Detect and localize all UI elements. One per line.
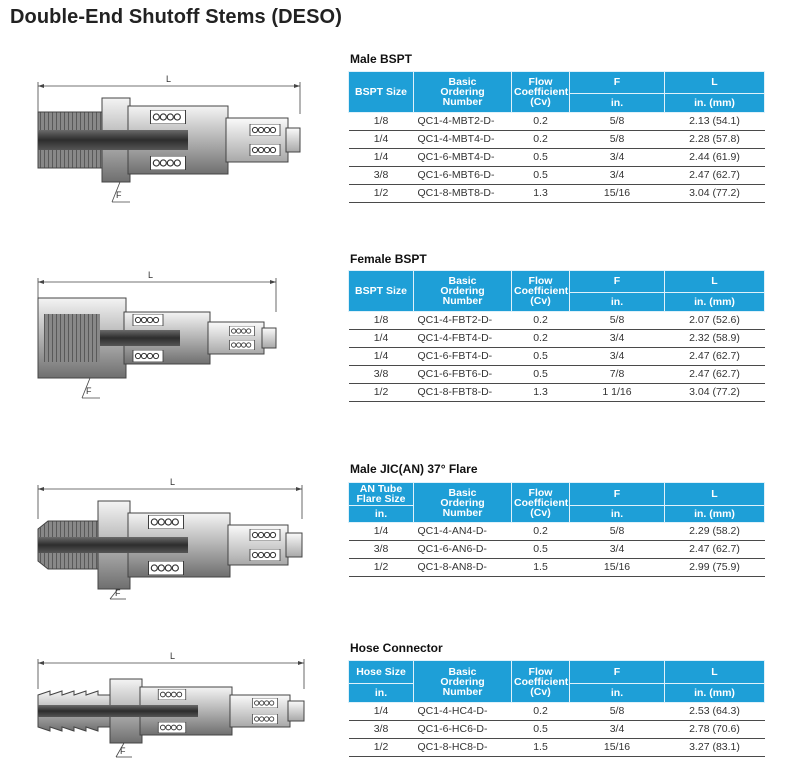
section-title: Male BSPT <box>350 52 413 66</box>
flat-label: F <box>116 190 122 200</box>
col-ordering-header: Basic Ordering Number <box>414 483 512 523</box>
col-l-unit: in. (mm) <box>665 506 765 523</box>
col-f-header: F <box>570 483 665 506</box>
table-row: 3/8 QC1-6-HC6-D- 0.5 3/4 2.78 (70.6) <box>349 721 765 739</box>
col-cv-header: Flow Coefficient (Cv) <box>512 483 570 523</box>
length-label: L <box>166 74 172 84</box>
col-f-header: F <box>570 661 665 684</box>
section-title: Hose Connector <box>350 641 443 655</box>
col-cv-header: Flow Coefficient (Cv) <box>512 72 570 113</box>
section-title: Male JIC(AN) 37° Flare <box>350 462 478 476</box>
length-label: L <box>170 651 176 661</box>
flat-label: F <box>120 746 126 756</box>
col-ordering-header: Basic Ordering Number <box>414 72 512 113</box>
col-l-header: L <box>665 271 765 293</box>
col-size-header: BSPT Size <box>349 271 414 312</box>
col-f-unit: in. <box>570 506 665 523</box>
col-f-unit: in. <box>570 292 665 311</box>
col-f-header: F <box>570 72 665 94</box>
female-bspt-drawing <box>20 268 320 408</box>
length-label: L <box>148 270 154 280</box>
col-l-header: L <box>665 483 765 506</box>
col-cv-header: Flow Coefficient (Cv) <box>512 661 570 703</box>
table-row: 1/2 QC1-8-MBT8-D- 1.3 15/16 3.04 (77.2) <box>349 185 765 203</box>
flat-label: F <box>115 588 121 598</box>
table-row: 3/8 QC1-6-FBT6-D- 0.5 7/8 2.47 (62.7) <box>349 366 765 384</box>
col-size-unit: in. <box>349 684 414 703</box>
table-row: 1/4 QC1-4-AN4-D- 0.2 5/8 2.29 (58.2) <box>349 523 765 541</box>
table-row: 1/4 QC1-4-FBT4-D- 0.2 3/4 2.32 (58.9) <box>349 330 765 348</box>
col-ordering-header: Basic Ordering Number <box>414 271 512 312</box>
section-title: Female BSPT <box>350 252 427 266</box>
table-row: 1/4 QC1-4-HC4-D- 0.2 5/8 2.53 (64.3) <box>349 703 765 721</box>
hose-connector-table <box>348 660 765 757</box>
table-row: 1/4 QC1-6-FBT4-D- 0.5 3/4 2.47 (62.7) <box>349 348 765 366</box>
female-bspt-table <box>348 270 765 402</box>
male-jic-drawing <box>20 470 320 610</box>
col-l-header: L <box>665 661 765 684</box>
male-jic-table <box>348 482 765 577</box>
col-l-header: L <box>665 72 765 94</box>
table-row: 1/8 QC1-4-FBT2-D- 0.2 5/8 2.07 (52.6) <box>349 312 765 330</box>
table-row: 3/8 QC1-6-AN6-D- 0.5 3/4 2.47 (62.7) <box>349 541 765 559</box>
table-row: 1/2 QC1-8-FBT8-D- 1.3 1 1/16 3.04 (77.2) <box>349 384 765 402</box>
col-l-unit: in. (mm) <box>665 93 765 112</box>
flat-label: F <box>86 386 92 396</box>
table-row: 1/4 QC1-6-MBT4-D- 0.5 3/4 2.44 (61.9) <box>349 149 765 167</box>
col-f-header: F <box>570 271 665 293</box>
table-row: 1/4 QC1-4-MBT4-D- 0.2 5/8 2.28 (57.8) <box>349 131 765 149</box>
male-bspt-drawing <box>20 70 320 210</box>
col-l-unit: in. (mm) <box>665 292 765 311</box>
table-row: 3/8 QC1-6-MBT6-D- 0.5 3/4 2.47 (62.7) <box>349 167 765 185</box>
col-size-header: Hose Size <box>349 661 414 684</box>
col-f-unit: in. <box>570 93 665 112</box>
col-size-unit: in. <box>349 506 414 523</box>
col-ordering-header: Basic Ordering Number <box>414 661 512 703</box>
page-title: Double-End Shutoff Stems (DESO) <box>10 6 342 28</box>
hose-connector-drawing <box>20 640 320 780</box>
length-label: L <box>170 477 176 487</box>
table-row: 1/2 QC1-8-AN8-D- 1.5 15/16 2.99 (75.9) <box>349 559 765 577</box>
table-row: 1/8 QC1-4-MBT2-D- 0.2 5/8 2.13 (54.1) <box>349 113 765 131</box>
col-size-header: AN Tube Flare Size <box>349 483 414 506</box>
table-row: 1/2 QC1-8-HC8-D- 1.5 15/16 3.27 (83.1) <box>349 739 765 757</box>
col-l-unit: in. (mm) <box>665 684 765 703</box>
col-cv-header: Flow Coefficient (Cv) <box>512 271 570 312</box>
male-bspt-table <box>348 71 765 203</box>
col-size-header: BSPT Size <box>349 72 414 113</box>
col-f-unit: in. <box>570 684 665 703</box>
